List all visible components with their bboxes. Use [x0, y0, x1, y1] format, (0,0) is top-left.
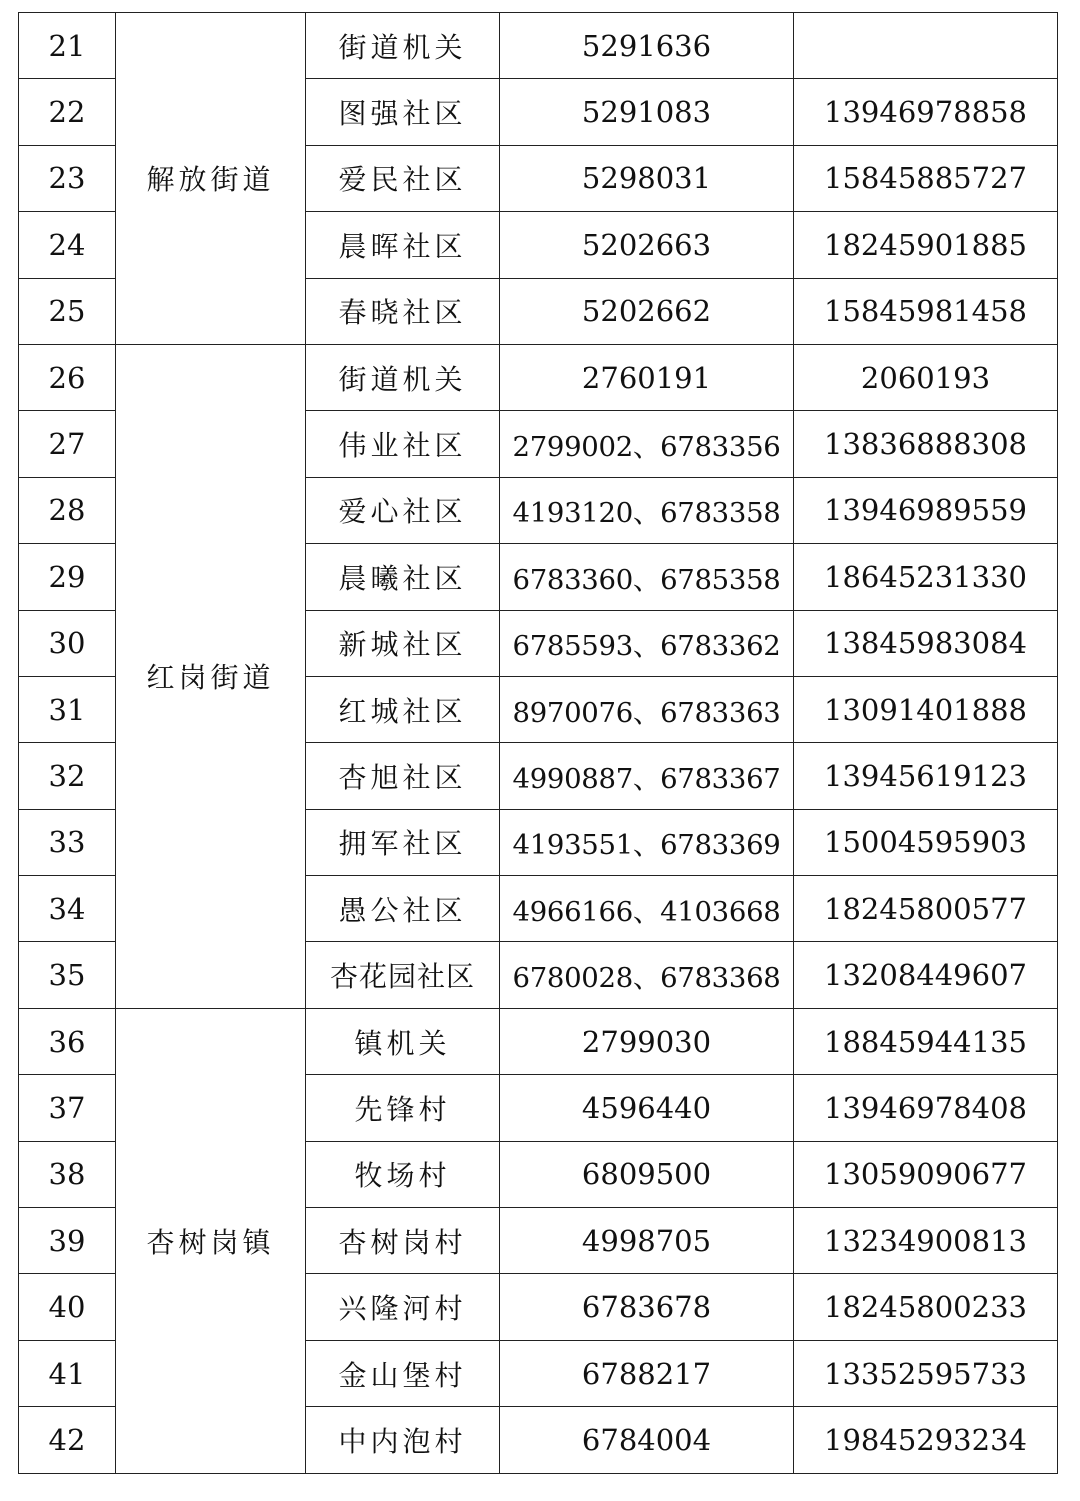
mobile-phone: 13836888308	[794, 411, 1058, 477]
unit-name: 伟业社区	[306, 411, 500, 477]
row-number: 27	[19, 411, 116, 477]
unit-name: 中内泡村	[306, 1407, 500, 1473]
unit-name: 兴隆河村	[306, 1274, 500, 1340]
unit-name: 新城社区	[306, 610, 500, 676]
street-name: 杏树岗镇	[116, 1008, 306, 1473]
row-number: 31	[19, 676, 116, 742]
office-phone: 4596440	[500, 1075, 794, 1141]
mobile-phone: 13946978858	[794, 79, 1058, 145]
mobile-phone: 19845293234	[794, 1407, 1058, 1473]
row-number: 25	[19, 278, 116, 344]
office-phone: 8970076、6783363	[500, 676, 794, 742]
mobile-phone: 18245800577	[794, 876, 1058, 942]
unit-name: 牧场村	[306, 1141, 500, 1207]
mobile-phone: 18245800233	[794, 1274, 1058, 1340]
contact-table	[18, 12, 1058, 1474]
table-row	[19, 1008, 1058, 1074]
row-number: 23	[19, 145, 116, 211]
mobile-phone: 13845983084	[794, 610, 1058, 676]
office-phone: 6788217	[500, 1340, 794, 1406]
unit-name: 先锋村	[306, 1075, 500, 1141]
unit-name: 春晓社区	[306, 278, 500, 344]
office-phone: 6780028、6783368	[500, 942, 794, 1008]
row-number: 29	[19, 544, 116, 610]
mobile-phone: 13208449607	[794, 942, 1058, 1008]
office-phone: 5202663	[500, 212, 794, 278]
mobile-phone: 13234900813	[794, 1208, 1058, 1274]
office-phone: 2799030	[500, 1008, 794, 1074]
mobile-phone: 13946978408	[794, 1075, 1058, 1141]
office-phone: 6783360、6785358	[500, 544, 794, 610]
row-number: 26	[19, 344, 116, 410]
office-phone: 5202662	[500, 278, 794, 344]
row-number: 37	[19, 1075, 116, 1141]
unit-name: 街道机关	[306, 13, 500, 79]
row-number: 35	[19, 942, 116, 1008]
mobile-phone: 18845944135	[794, 1008, 1058, 1074]
office-phone: 4193551、6783369	[500, 809, 794, 875]
row-number: 21	[19, 13, 116, 79]
unit-name: 爱心社区	[306, 477, 500, 543]
unit-name: 图强社区	[306, 79, 500, 145]
unit-name: 晨曦社区	[306, 544, 500, 610]
row-number: 40	[19, 1274, 116, 1340]
office-phone: 2760191	[500, 344, 794, 410]
office-phone: 6783678	[500, 1274, 794, 1340]
row-number: 30	[19, 610, 116, 676]
unit-name: 杏花园社区	[306, 942, 500, 1008]
mobile-phone: 13946989559	[794, 477, 1058, 543]
mobile-phone: 15004595903	[794, 809, 1058, 875]
mobile-phone: 13945619123	[794, 743, 1058, 809]
office-phone: 4193120、6783358	[500, 477, 794, 543]
unit-name: 金山堡村	[306, 1340, 500, 1406]
mobile-phone: 13059090677	[794, 1141, 1058, 1207]
row-number: 39	[19, 1208, 116, 1274]
mobile-phone: 2060193	[794, 344, 1058, 410]
office-phone: 5291636	[500, 13, 794, 79]
row-number: 22	[19, 79, 116, 145]
street-name: 解放街道	[116, 13, 306, 345]
row-number: 28	[19, 477, 116, 543]
unit-name: 拥军社区	[306, 809, 500, 875]
unit-name: 镇机关	[306, 1008, 500, 1074]
unit-name: 爱民社区	[306, 145, 500, 211]
table-row	[19, 344, 1058, 410]
row-number: 38	[19, 1141, 116, 1207]
row-number: 32	[19, 743, 116, 809]
contact-table-body	[19, 13, 1058, 1474]
office-phone: 6809500	[500, 1141, 794, 1207]
mobile-phone: 15845981458	[794, 278, 1058, 344]
row-number: 41	[19, 1340, 116, 1406]
mobile-phone: 18245901885	[794, 212, 1058, 278]
mobile-phone: 13352595733	[794, 1340, 1058, 1406]
mobile-phone: 18645231330	[794, 544, 1058, 610]
unit-name: 杏树岗村	[306, 1208, 500, 1274]
table-row	[19, 13, 1058, 79]
row-number: 36	[19, 1008, 116, 1074]
unit-name: 红城社区	[306, 676, 500, 742]
office-phone: 6785593、6783362	[500, 610, 794, 676]
row-number: 33	[19, 809, 116, 875]
unit-name: 街道机关	[306, 344, 500, 410]
unit-name: 晨晖社区	[306, 212, 500, 278]
street-name: 红岗街道	[116, 344, 306, 1008]
mobile-phone: 15845885727	[794, 145, 1058, 211]
row-number: 42	[19, 1407, 116, 1473]
office-phone: 6784004	[500, 1407, 794, 1473]
office-phone: 5298031	[500, 145, 794, 211]
office-phone: 4990887、6783367	[500, 743, 794, 809]
unit-name: 愚公社区	[306, 876, 500, 942]
office-phone: 5291083	[500, 79, 794, 145]
office-phone: 4966166、4103668	[500, 876, 794, 942]
mobile-phone	[794, 13, 1058, 79]
row-number: 24	[19, 212, 116, 278]
unit-name: 杏旭社区	[306, 743, 500, 809]
office-phone: 4998705	[500, 1208, 794, 1274]
row-number: 34	[19, 876, 116, 942]
office-phone: 2799002、6783356	[500, 411, 794, 477]
mobile-phone: 13091401888	[794, 676, 1058, 742]
